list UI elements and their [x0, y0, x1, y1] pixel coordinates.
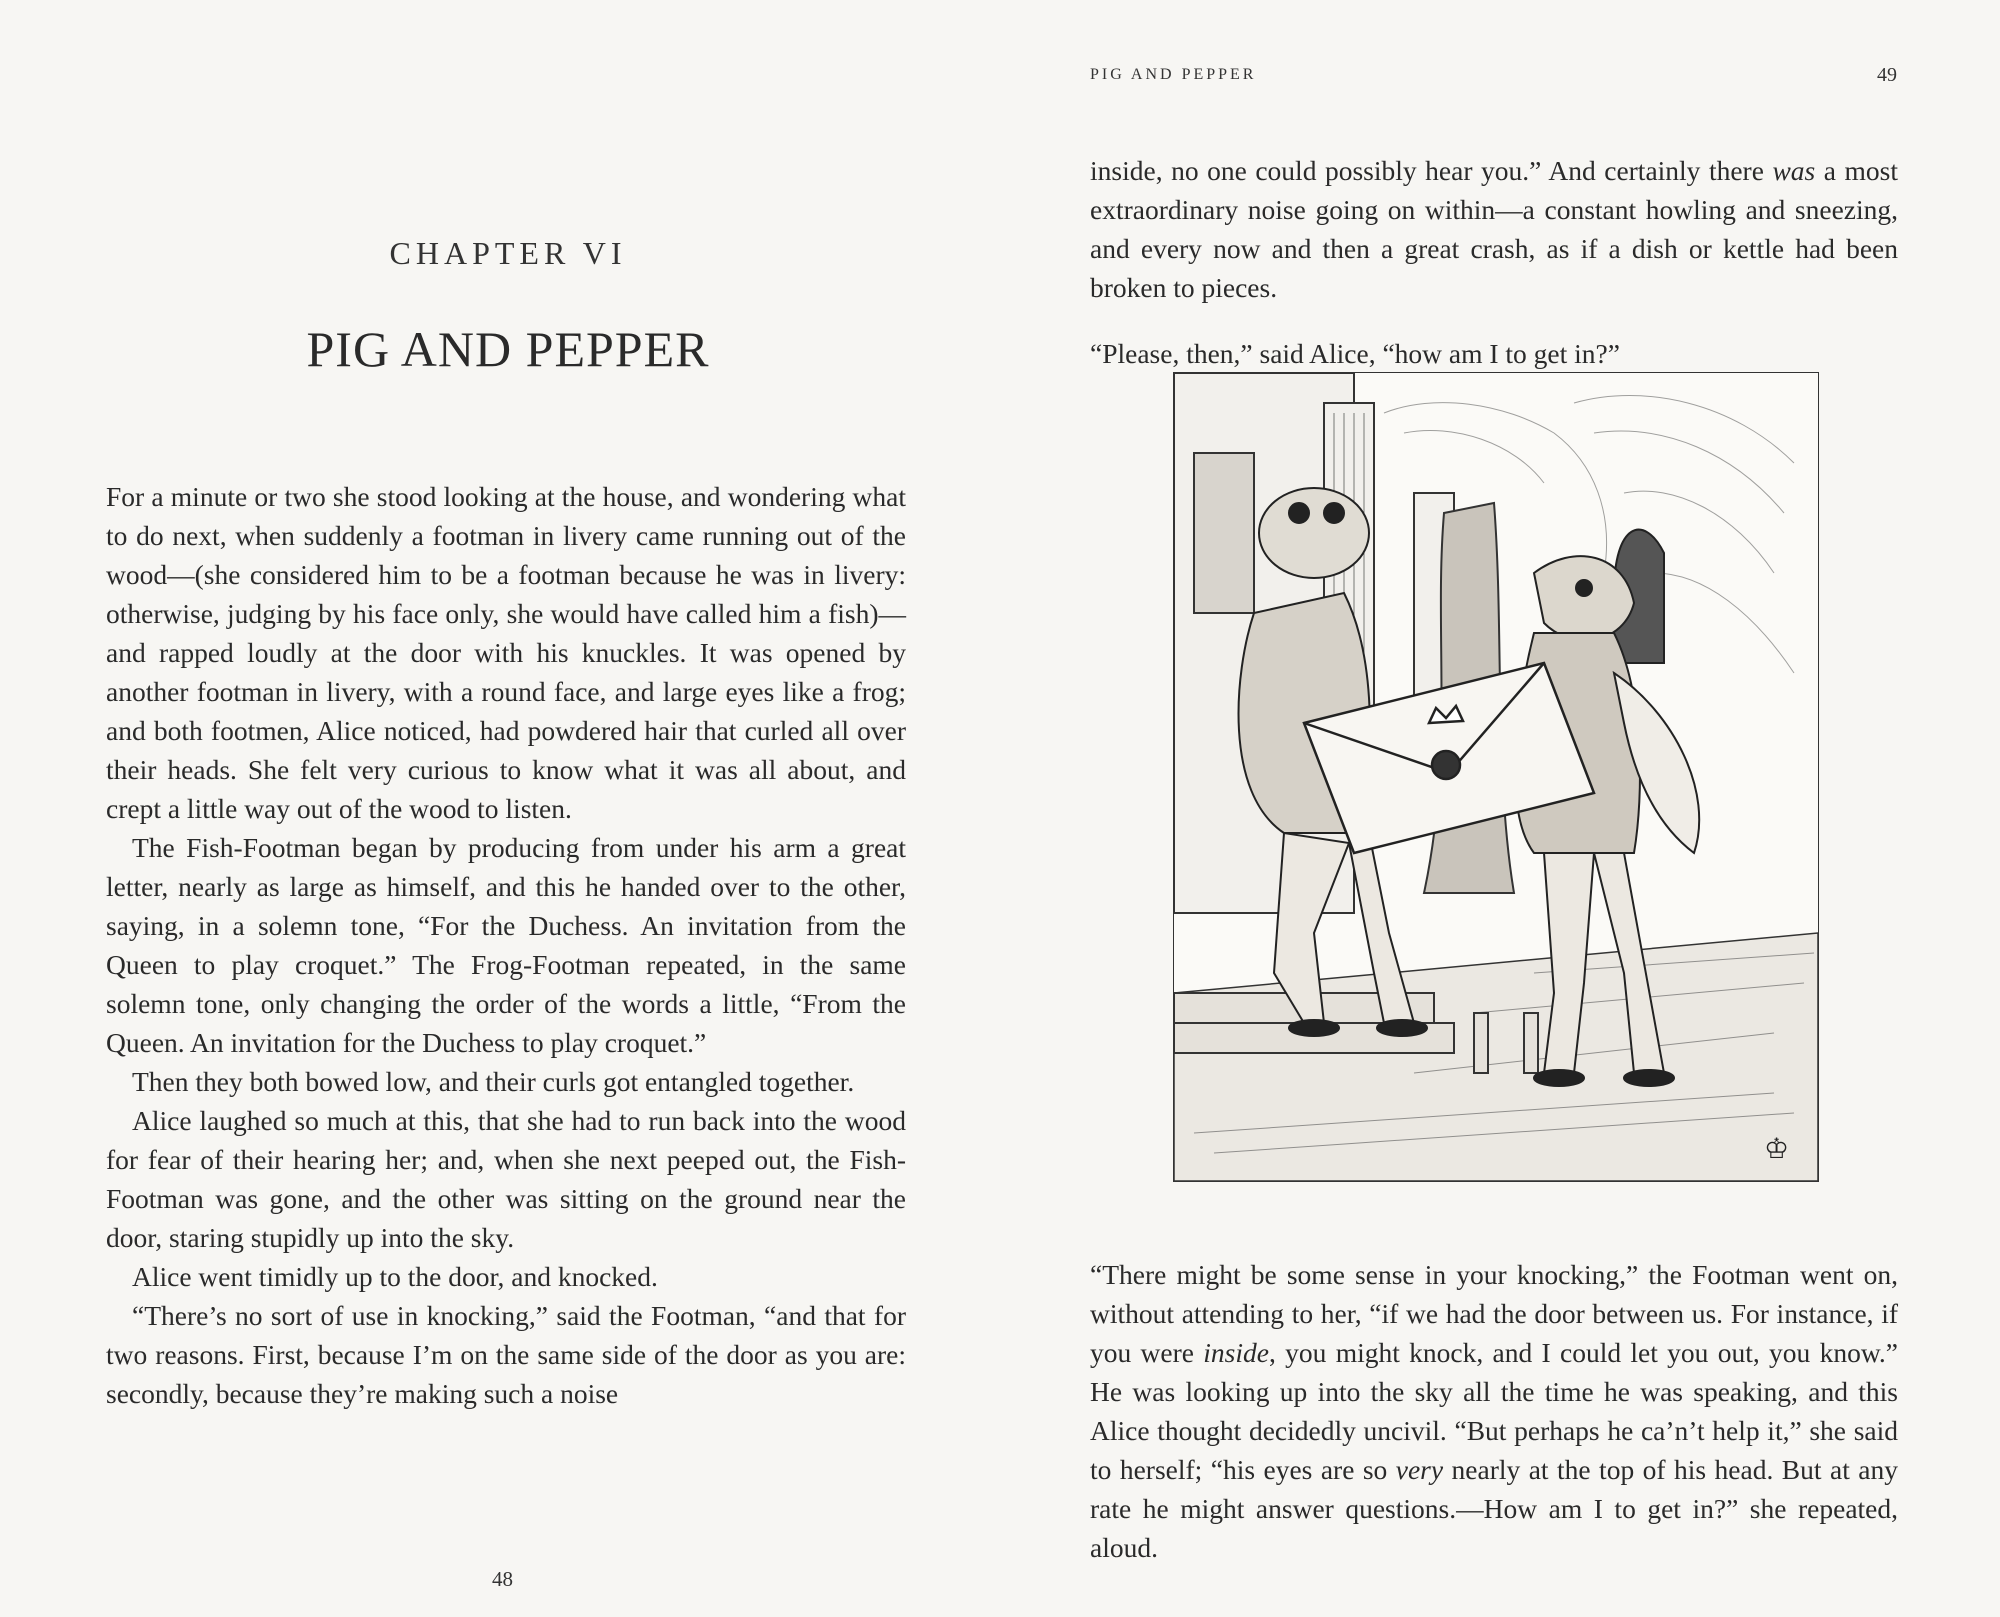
- engraving-icon: [1174, 373, 1818, 1181]
- paragraph: Then they both bowed low, and their curls got entangled together.: [132, 1066, 855, 1097]
- chapter-title: PIG AND PEPPER: [306, 321, 710, 377]
- right-body-text-top: [1090, 123, 1898, 401]
- text-run: nearly at the top of his head. But at any rate he might answer questions.—How am I to get in?” she repeated, aloud.: [1090, 1453, 1898, 1563]
- left-body-text: [106, 477, 906, 1413]
- emphasis: very: [1395, 1453, 1444, 1485]
- svg-text:♔: ♔: [1764, 1132, 1790, 1165]
- chapter-label: CHAPTER VI: [389, 235, 627, 271]
- frog-and-fish-footmen-illustration: [1173, 372, 1819, 1182]
- text-run: , you might knock, and I could let you out, you know.” He was looking up into the sky all the time he was speaking, and this Alice thought decidedly uncivil. “But perhaps he ca’n’t help it,” she said to herself; “his eyes are so: [1090, 1336, 1898, 1485]
- paragraph: Alice laughed so much at this, that she had to run back into the wood for fear of their hearing her; and, when she next peeped out, the Fish-Footman was gone, and the other was sitting on the ground near the door, staring stupidly up into the sky.: [106, 1105, 906, 1253]
- paragraph: Alice went timidly up to the door, and knocked.: [132, 1261, 658, 1292]
- text-run: inside, no one could possibly hear you.” And certainly there: [1090, 154, 1773, 186]
- paragraph: “There’s no sort of use in knocking,” said the Footman, “and that for two reasons. First, because I’m on the same side of the door as you are: secondly, because they’re making such a noise: [106, 1300, 906, 1409]
- paragraph: [1090, 151, 1898, 307]
- emphasis: inside: [1203, 1336, 1269, 1368]
- emphasis: was: [1772, 154, 1816, 186]
- running-head: PIG AND PEPPER: [1090, 66, 1257, 83]
- paragraph: [1090, 1255, 1898, 1567]
- paragraph: For a minute or two she stood looking at the house, and wondering what to do next, when suddenly a footman in livery came running out of the wood—(she considered him to be a footman because he was in livery: otherwise, judging by his face only, she would have called him a fish)—and rapped loudly at the door with his knuckles. It was opened by another footman in livery, with a round face, and large eyes like a frog; and both footmen, Alice noticed, had powdered hair that curled all over their heads. She felt very curious to know what it was all about, and crept a little way out of the wood to listen.: [106, 481, 906, 824]
- page-number-left: 48: [492, 1567, 513, 1591]
- paragraph: The Fish-Footman began by producing from under his arm a great letter, nearly as large as himself, and this he handed over to the other, saying, in a solemn tone, “For the Duchess. An invitation from the Queen to play croquet.” The Frog-Footman repeated, in the same solemn tone, only changing the order of the words a little, “From the Queen. An invitation for the Duchess to play croquet.”: [106, 832, 906, 1058]
- text-run: a most extraordinary noise going on within—a constant howling and sneezing, and every now and then a great crash, as if a dish or kettle had been broken to pieces.: [1090, 154, 1898, 303]
- page-number-right: 49: [1877, 64, 1897, 86]
- paragraph: “Please, then,” said Alice, “how am I to get in?”: [1090, 338, 1620, 369]
- text-run: “There might be some sense in your knocking,” the Footman went on, without attending to her, “if we had the door between us. For instance, if you were: [1090, 1258, 1898, 1368]
- right-body-text-bottom: [1090, 1227, 1898, 1594]
